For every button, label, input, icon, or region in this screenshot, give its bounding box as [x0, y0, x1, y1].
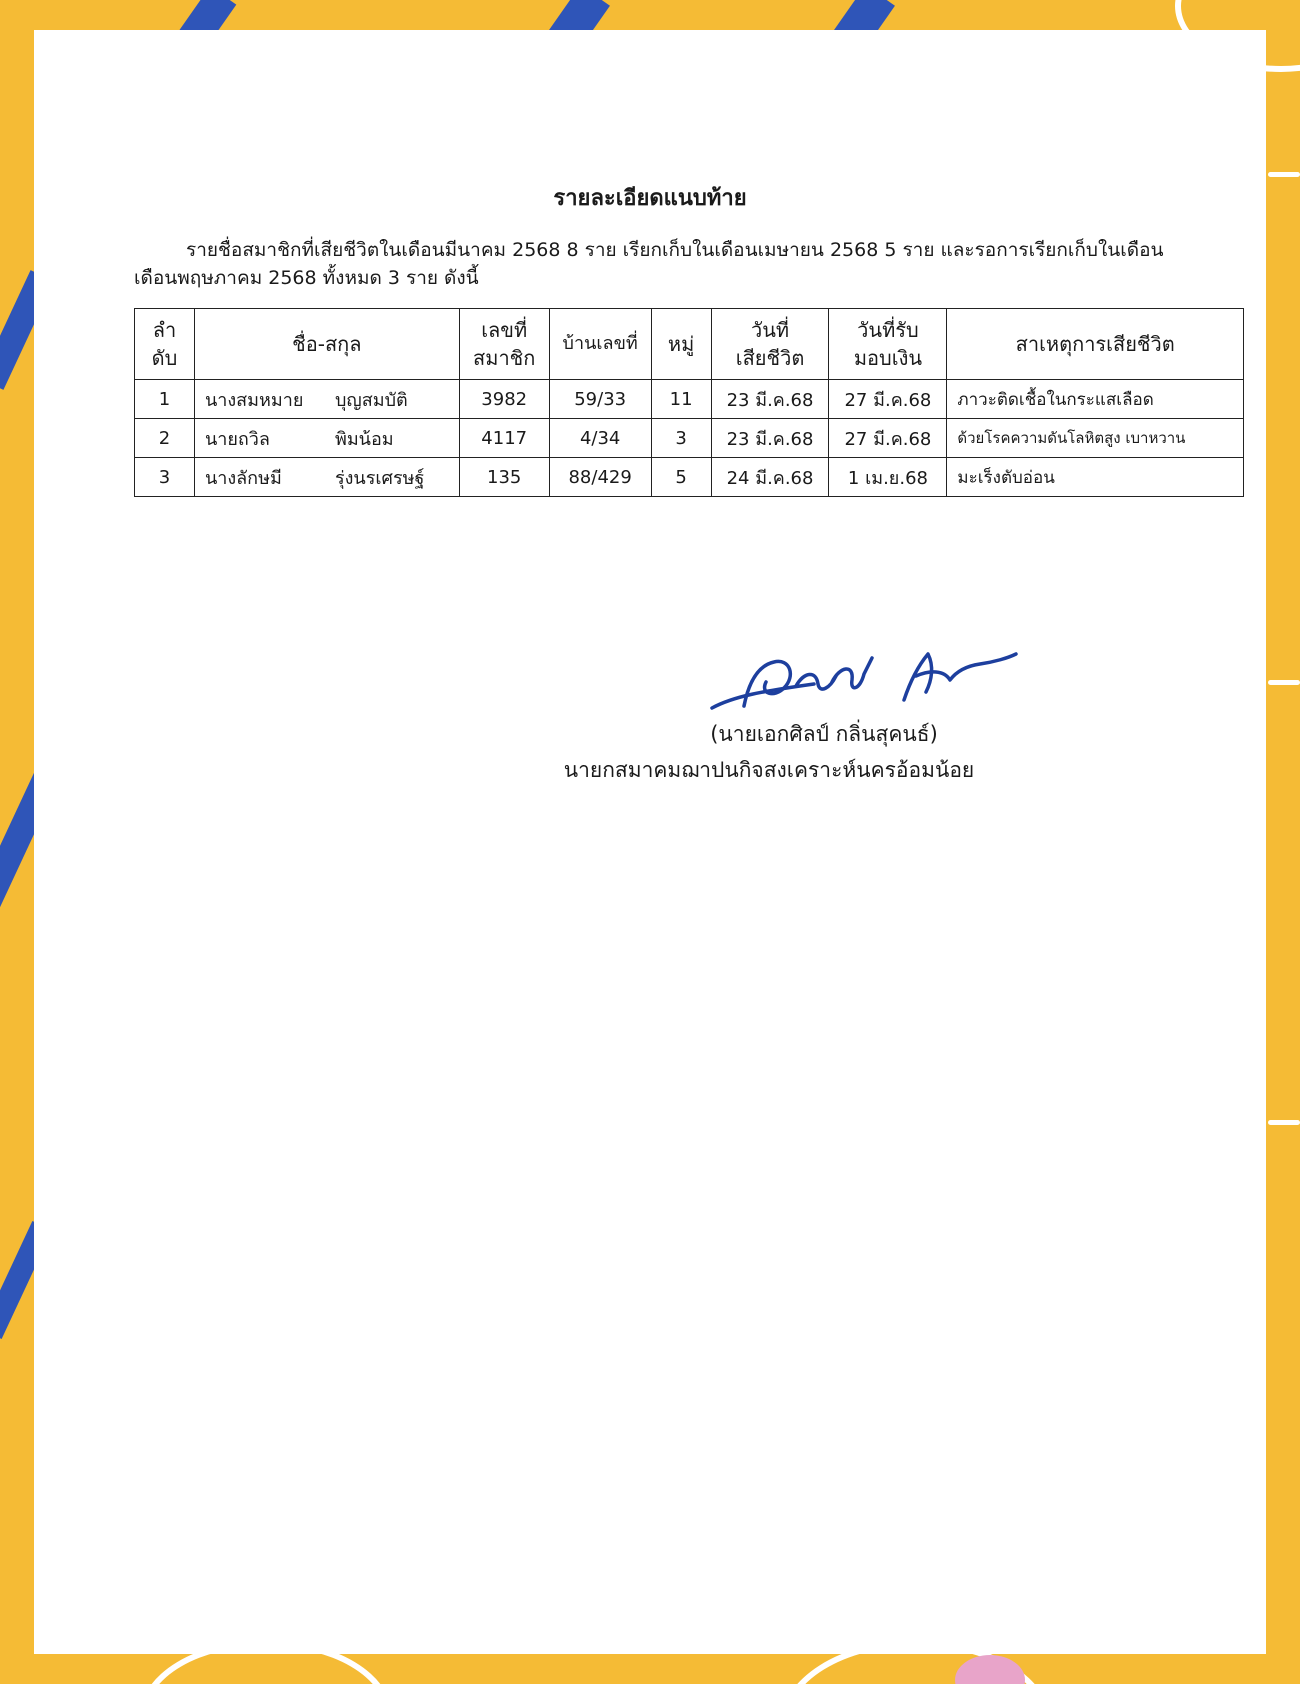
- header-member-no: เลขที่ สมาชิก: [459, 309, 549, 380]
- cell-paid-date: 1 เม.ย.68: [829, 458, 947, 497]
- cell-house-no: 88/429: [549, 458, 651, 497]
- cell-member-no: 3982: [459, 380, 549, 419]
- cell-member-no: 4117: [459, 419, 549, 458]
- handwritten-signature: [704, 636, 1024, 716]
- cell-name: นายถวิล พิมน้อม: [194, 419, 459, 458]
- cell-no: 3: [135, 458, 195, 497]
- cell-moo: 11: [651, 380, 711, 419]
- frame-line: [1268, 1120, 1300, 1125]
- header-death-date: วันที่ เสียชีวิต: [711, 309, 829, 380]
- cell-member-no: 135: [459, 458, 549, 497]
- header-name: ชื่อ-สกุล: [194, 309, 459, 380]
- cell-name: นางลักษมี รุ่งนรเศรษฐ์: [194, 458, 459, 497]
- cell-cause: ด้วยโรคความดันโลหิตสูง เบาหวาน: [947, 419, 1244, 458]
- document-page: [34, 30, 1266, 1654]
- cell-death-date: 24 มี.ค.68: [711, 458, 829, 497]
- header-house-no: บ้านเลขที่: [549, 309, 651, 380]
- header-paid-date: วันที่รับ มอบเงิน: [829, 309, 947, 380]
- intro-line-2: เดือนพฤษภาคม 2568 ทั้งหมด 3 ราย ดังนี้: [134, 267, 479, 289]
- table-row: [135, 458, 1244, 497]
- header-no: ลำ ดับ: [135, 309, 195, 380]
- cell-no: 1: [135, 380, 195, 419]
- cell-paid-date: 27 มี.ค.68: [829, 419, 947, 458]
- cell-no: 2: [135, 419, 195, 458]
- cell-death-date: 23 มี.ค.68: [711, 380, 829, 419]
- table-header-row: [135, 309, 1244, 380]
- header-moo: หมู่: [651, 309, 711, 380]
- cell-moo: 3: [651, 419, 711, 458]
- signer-position: นายกสมาคมฌาปนกิจสงเคราะห์นครอ้อมน้อย: [563, 758, 975, 782]
- cell-death-date: 23 มี.ค.68: [711, 419, 829, 458]
- cell-house-no: 59/33: [549, 380, 651, 419]
- table-row: [135, 419, 1244, 458]
- cell-name: นางสมหมาย บุญสมบัติ: [194, 380, 459, 419]
- header-cause: สาเหตุการเสียชีวิต: [947, 309, 1244, 380]
- cell-paid-date: 27 มี.ค.68: [829, 380, 947, 419]
- table-row: [135, 380, 1244, 419]
- signer-name: (นายเอกศิลป์ กลิ่นสุคนธ์): [710, 722, 938, 746]
- intro-line-1: รายชื่อสมาชิกที่เสียชีวิตในเดือนมีนาคม 2568 8 ราย เรียกเก็บในเดือนเมษายน 2568 5 ราย และรอการเรียกเก็บในเดือน: [186, 239, 1164, 261]
- document-title: รายละเอียดแนบท้าย: [553, 186, 747, 211]
- cell-house-no: 4/34: [549, 419, 651, 458]
- cell-cause: มะเร็งตับอ่อน: [947, 458, 1244, 497]
- signer-info: [563, 716, 1054, 788]
- intro-paragraph: [134, 236, 1264, 292]
- deceased-members-table: [134, 308, 1244, 497]
- frame-line: [1268, 680, 1300, 685]
- cell-moo: 5: [651, 458, 711, 497]
- frame-line: [1268, 172, 1300, 177]
- cell-cause: ภาวะติดเชื้อในกระแสเลือด: [947, 380, 1244, 419]
